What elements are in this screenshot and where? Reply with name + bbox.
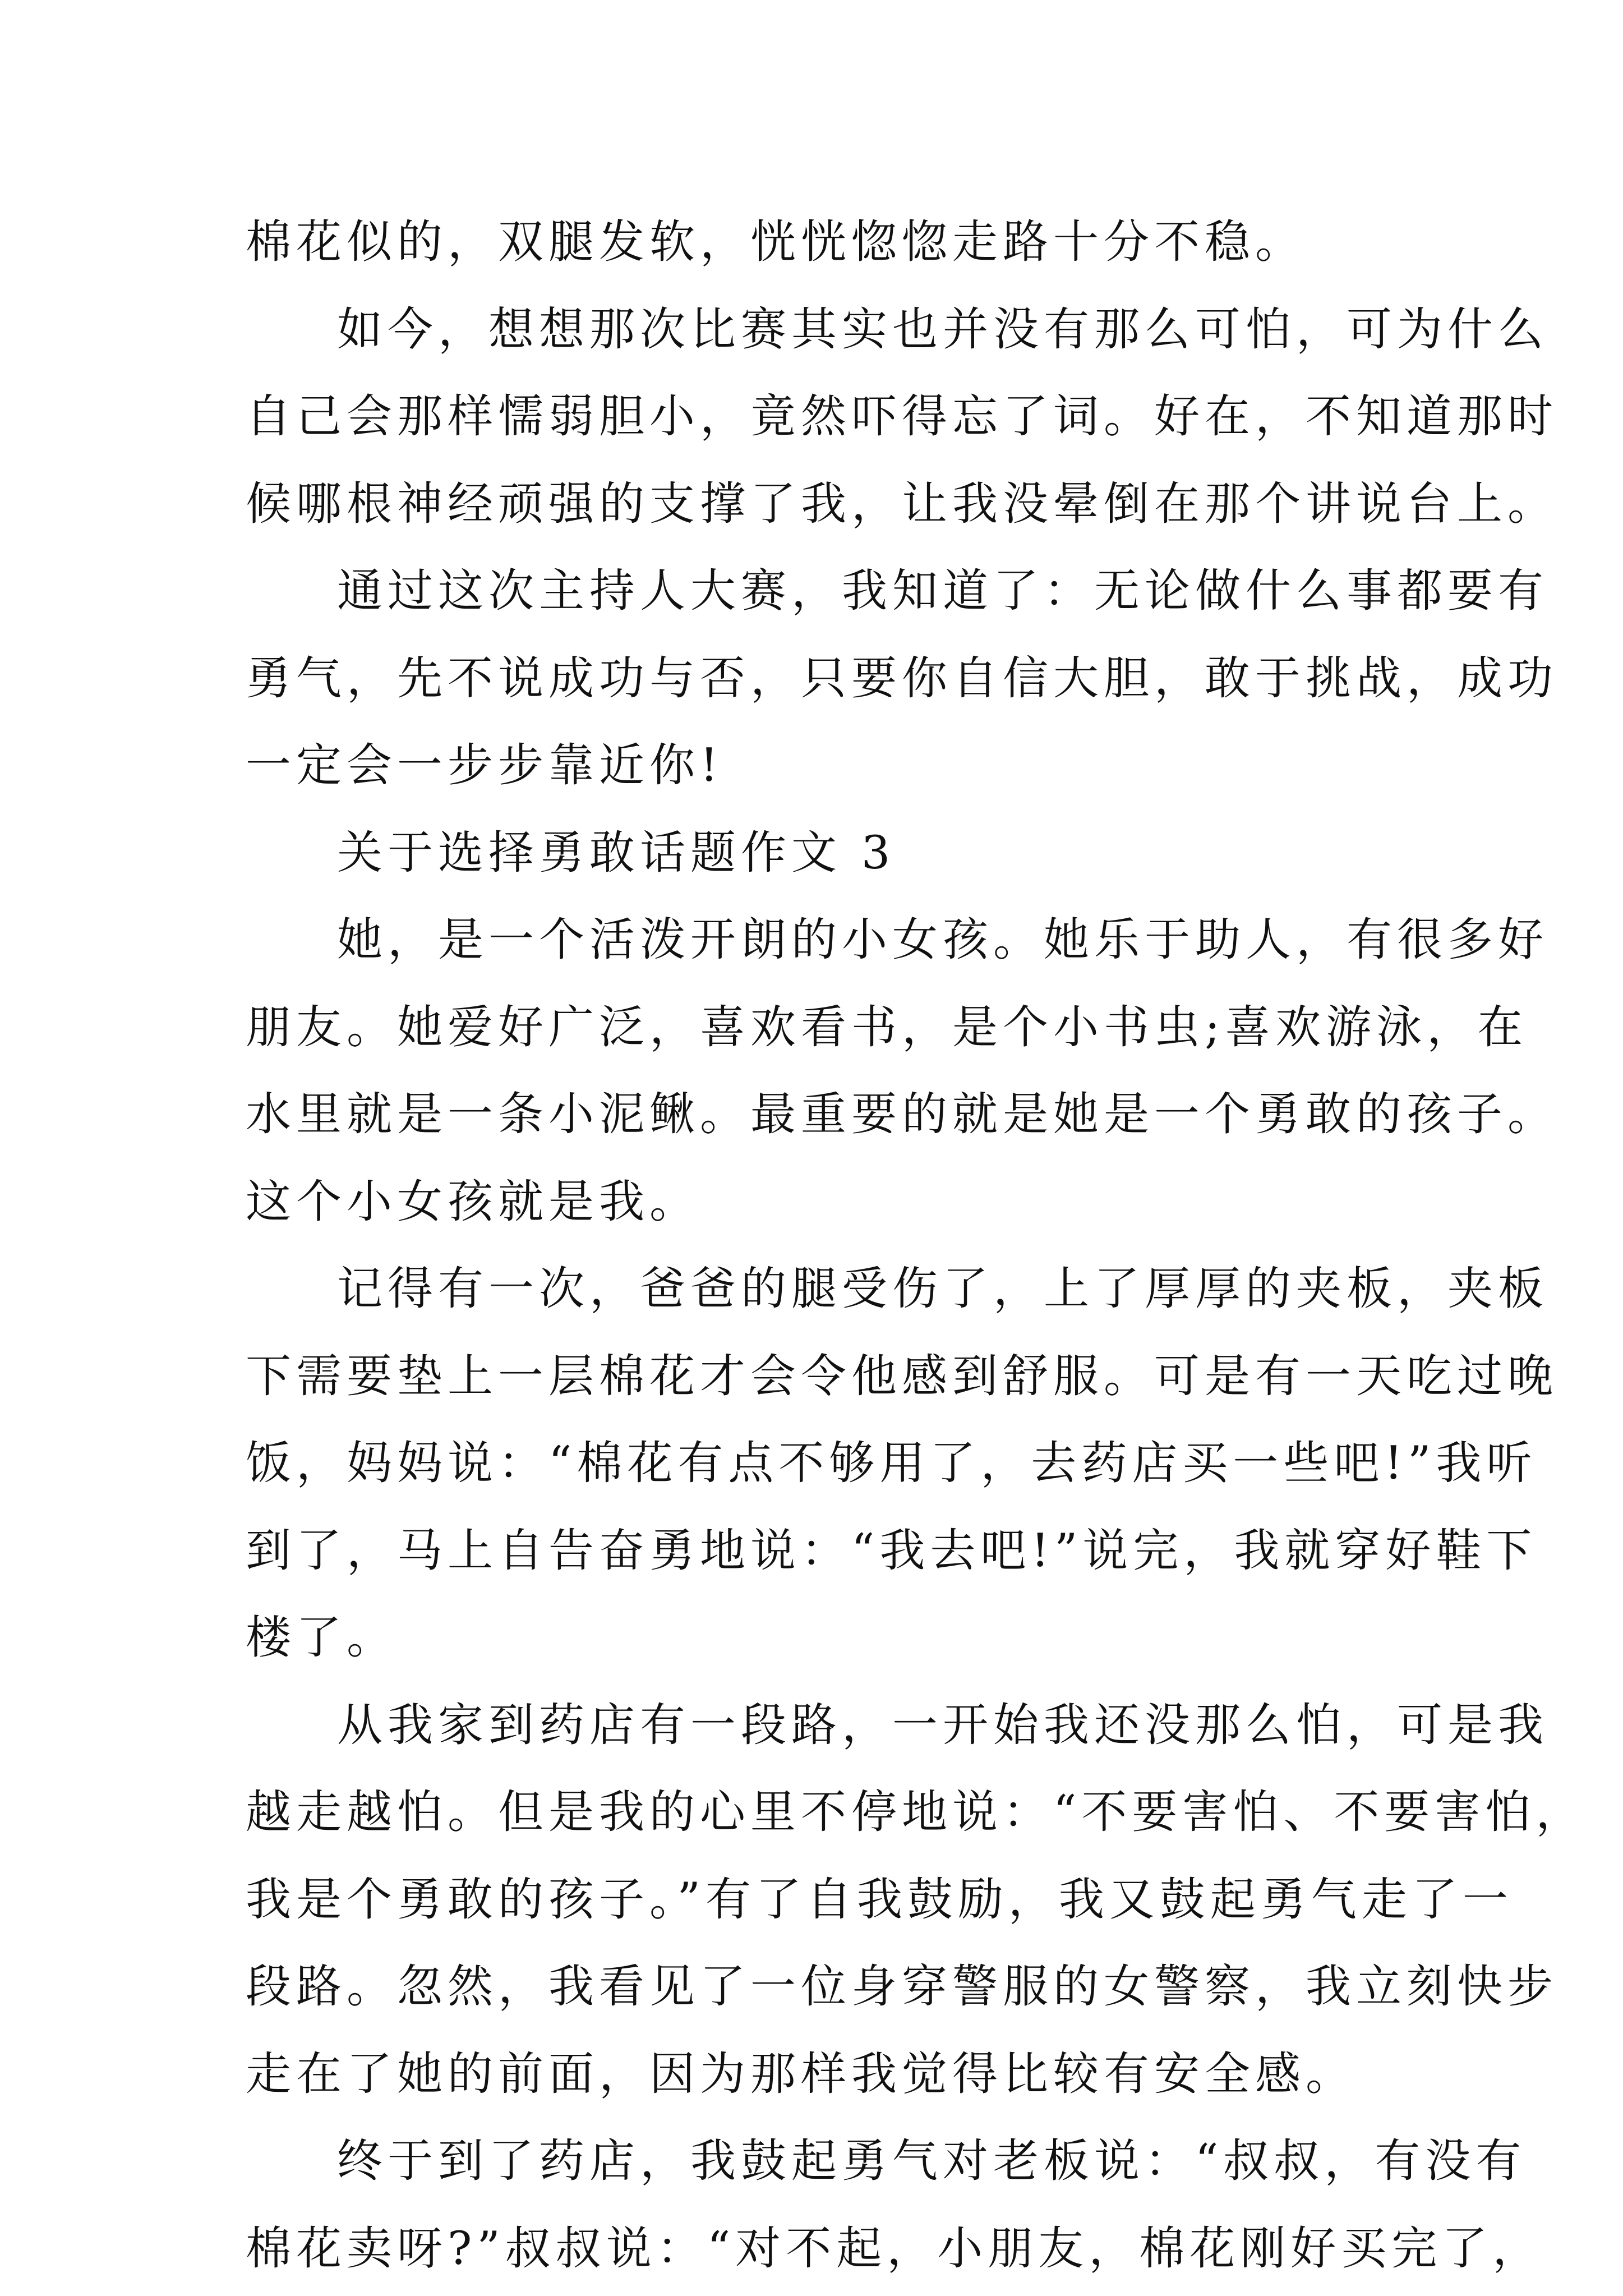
text-line: 段路。忽然，我看见了一位身穿警服的女警察，我立刻快步	[246, 1961, 1559, 2013]
text-line: 记得有一次，爸爸的腿受伤了，上了厚厚的夹板，夹板	[337, 1263, 1549, 1315]
text-line: 楼了。	[246, 1612, 398, 1664]
text-line: 下需要垫上一层棉花才会令他感到舒服。可是有一天吃过晚	[246, 1350, 1559, 1403]
text-line: 水里就是一条小泥鳅。最重要的就是她是一个勇敢的孩子。	[246, 1088, 1559, 1141]
text-line: 终于到了药店，我鼓起勇气对老板说：“叔叔，有没有	[337, 2135, 1527, 2188]
text-line: 勇气，先不说成功与否，只要你自信大胆，敢于挑战，成功	[246, 652, 1559, 705]
text-line: 这个小女孩就是我。	[246, 1175, 700, 1228]
text-line: 她，是一个活泼开朗的小女孩。她乐于助人，有很多好	[337, 914, 1549, 967]
document-body	[246, 199, 1587, 2293]
text-line: 越走越怕。但是我的心里不停地说：“不要害怕、不要害怕，	[246, 1786, 1587, 1839]
section-heading: 关于选择勇敢话题作文 3	[337, 826, 896, 880]
text-line: 棉花似的，双腿发软，恍恍惚惚走路十分不稳。	[246, 216, 1306, 269]
text-line: 通过这次主持人大赛，我知道了：无论做什么事都要有	[337, 565, 1549, 618]
text-line: 自己会那样懦弱胆小，竟然吓得忘了词。好在，不知道那时	[246, 390, 1559, 443]
text-line: 候哪根神经顽强的支撑了我，让我没晕倒在那个讲说台上。	[246, 477, 1559, 531]
text-line: 棉花卖呀?”叔叔说：“对不起，小朋友，棉花刚好买完了，	[246, 2222, 1543, 2275]
text-line: 饭，妈妈说：“棉花有点不够用了，去药店买一些吧!”我听	[246, 1437, 1537, 1490]
text-line: 从我家到药店有一段路，一开始我还没那么怕，可是我	[337, 1699, 1549, 1752]
text-line: 到了，马上自告奋勇地说：“我去吧!”说完，我就穿好鞋下	[246, 1524, 1537, 1577]
text-line: 走在了她的前面，因为那样我觉得比较有安全感。	[246, 2047, 1357, 2101]
text-line: 如今，想想那次比赛其实也并没有那么可怕，可为什么	[337, 303, 1549, 356]
text-line: 我是个勇敢的孩子。”有了自我鼓励，我又鼓起勇气走了一	[246, 1873, 1513, 1926]
text-line: 朋友。她爱好广泛，喜欢看书，是个小书虫;喜欢游泳，在	[246, 1001, 1528, 1054]
text-line: 一定会一步步靠近你!	[246, 739, 723, 792]
